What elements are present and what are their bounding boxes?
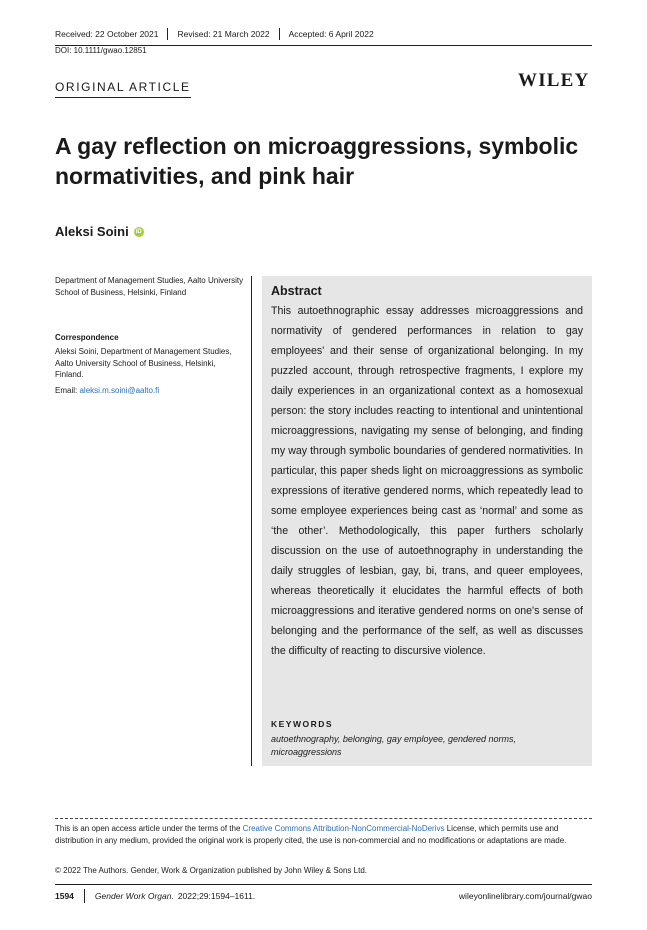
journal-name: Gender Work Organ.	[94, 891, 174, 901]
revised-date: Revised: 21 March 2022	[177, 28, 279, 40]
page-footer	[55, 889, 592, 903]
orcid-icon[interactable]: iD	[135, 228, 142, 235]
correspondence-text: Aleksi Soini, Department of Management Studies, Aalto University School of Business, Helsinki, Finland.	[55, 347, 232, 380]
correspondence-heading: Correspondence	[55, 333, 119, 342]
affiliation: Department of Management Studies, Aalto University School of Business, Helsinki, Finland	[55, 276, 244, 297]
email-line	[55, 386, 159, 395]
keywords-list: autoethnography, belonging, gay employee, gendered norms, microaggressions	[271, 734, 517, 757]
doi: DOI: 10.1111/gwao.12851	[55, 46, 147, 55]
copyright: © 2022 The Authors. Gender, Work & Organization published by John Wiley & Sons Ltd.	[55, 866, 367, 875]
accepted-date: Accepted: 6 April 2022	[288, 29, 374, 39]
received-date: Received: 22 October 2021	[55, 28, 168, 40]
email-label: Email:	[55, 386, 78, 395]
license-prefix: This is an open access article under the terms of the	[55, 824, 243, 833]
divider	[251, 276, 252, 766]
license-notice	[55, 823, 595, 846]
license-link[interactable]: Creative Commons Attribution-NonCommercial-NoDerivs	[242, 824, 445, 833]
abstract-body: This autoethnographic essay addresses microaggressions and normativity of gendered performances in relation to gay employees' and their sense of organizational belonging. In my puzzled account, through retrospective fragments, I explore my daily experiences in an organizational context as a homosexual person: the story includes reacting to intentional and unintentional microaggressions, navigating my sense of belonging, and finding my way through symbolic boundaries of gendered normativities. In particular, this paper sheds light on microaggressions as symbolic expressions of iterative gendered norms, which repeatedly lead to some employee experiences being cast as ‘normal’ and some as ‘the other’. Methodologically, this paper furthers scholarly discussion on the use of autoethnography in understanding the daily struggles of lesbian, gay, bi, trans, and queer employees, whereas theoretically it elucidates the harmful effects of both microaggressions and iterative gendered norms on one's sense of belonging and the performance of the self, as well as discusses the difficulty of reacting to discursive violence.	[271, 305, 583, 657]
author	[55, 224, 144, 239]
author-name: Aleksi Soini	[55, 224, 129, 239]
divider	[55, 884, 592, 885]
dates-bar	[55, 27, 592, 46]
page-number: 1594	[55, 889, 85, 903]
journal-url[interactable]: wileyonlinelibrary.com/journal/gwao	[458, 891, 592, 901]
citation: 2022;29:1594–1611.	[177, 891, 256, 901]
email-link[interactable]: aleksi.m.soini@aalto.fi	[79, 386, 160, 395]
article-title: A gay reflection on microaggressions, symbolic normativities, and pink hair	[55, 133, 579, 189]
license-suffix: License, which permits use and distribution in any medium, provided the original work is properly cited, the use is non-commercial and no modifications or adaptations are made.	[55, 824, 567, 845]
section-label: ORIGINAL ARTICLE	[55, 80, 191, 98]
abstract-heading: Abstract	[271, 284, 322, 298]
publisher-logo: WILEY	[518, 70, 590, 91]
keywords-heading: KEYWORDS	[271, 719, 334, 729]
divider	[55, 818, 592, 819]
